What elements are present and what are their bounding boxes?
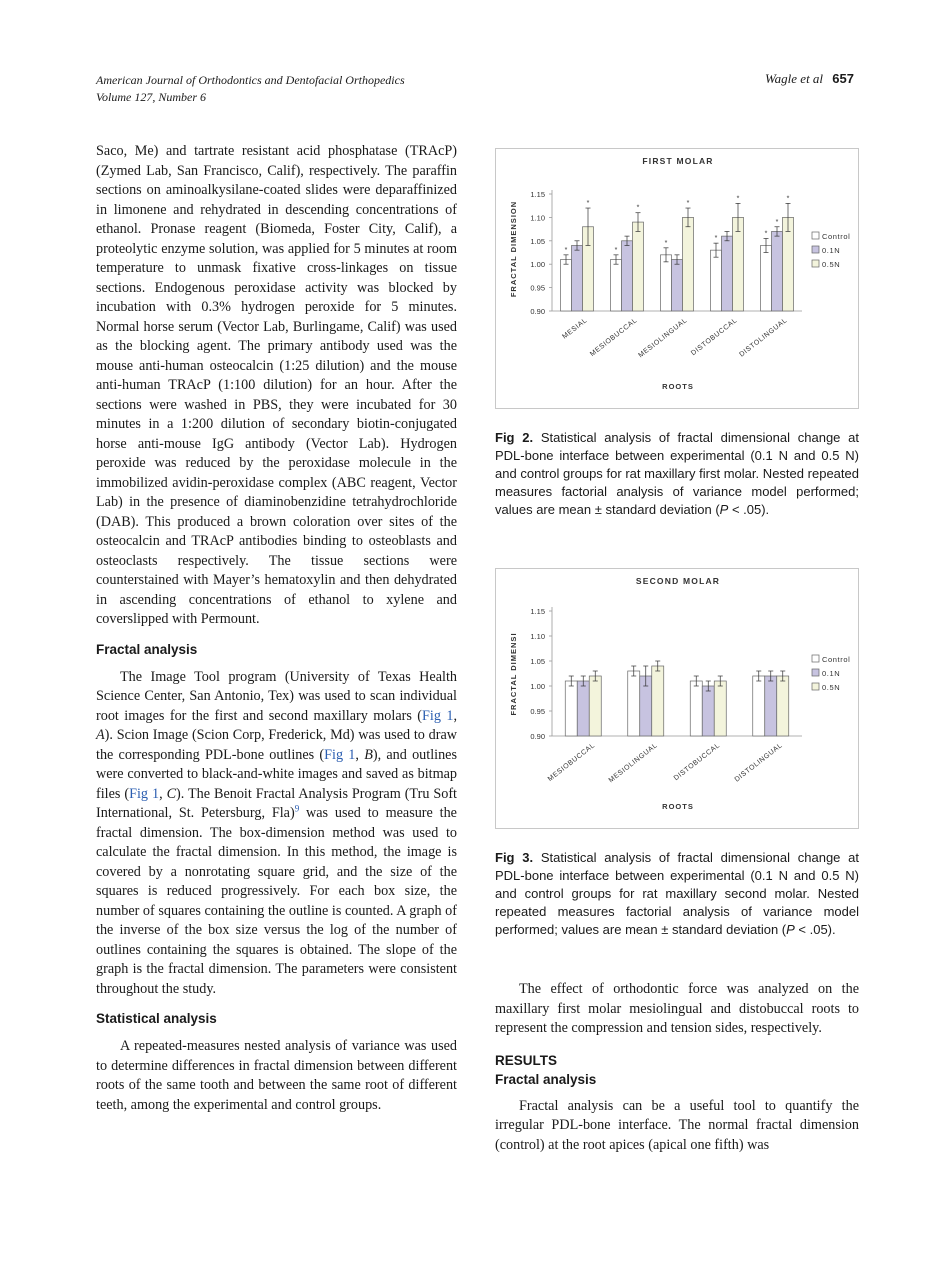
heading-fractal-analysis: Fractal analysis <box>96 641 198 657</box>
bar <box>761 245 772 311</box>
legend-label: 0.1N <box>822 669 841 678</box>
text-run: , <box>159 785 167 802</box>
methods-paragraph: Saco, Me) and tartrate resistant acid phosphatase (TRAcP) (Zymed Lab, San Francisco, Calif), respectively. The paraffin sections on aminoalkysilane-coated slides were deparaffinized in limonene and rehydrated in descending concentrations of ethanol. Pronase reagent (Biomeda, Foster City, Calif), a proteolytic enzyme solution, was applied for 5 minutes at room temperature to unmask fixative cross-linkages on tissue sections. Endogenous peroxidase activity was blocked by incubation with 0.3% hydrogen peroxide for 5 minutes. Normal horse serum (Vector Lab, Burlingame, Calif) was used as the blocking agent. The primary antibody used was the mouse anti-human osteocalcin (1:25 dilution) and the mouse anti-human TRAcP (1:100 dilution) for an hour. After the sections were washed in PBS, they were incubated for 30 minutes in a 1:200 dilution of secondary biotin-conjugated horse anti-mouse IgG antibody (Vector Lab). Hydrogen peroxide was reduced by the peroxidase molecule in the immobilized avidin-peroxidase complex (ABC reagent, Vector Lab) in the presence of diaminobenzidine tetrahydrochloride (DAB). This produced a brown coloration over sites of the osteocalcin and TRAcP antibodies binding to osteoblasts and osteoclasts respectively. The tissue sections were counterstained with Mayer’s hematoxylin and then dehydrated in ascending concentrations of ethanol to xylene and coverslipped with Permount. <box>96 143 457 627</box>
x-tick-label: MESIAL <box>561 317 589 341</box>
left-column <box>96 142 457 1115</box>
second-molar-chart <box>496 569 858 823</box>
bar <box>577 681 589 736</box>
legend-swatch <box>812 246 819 253</box>
journal-title: American Journal of Orthodontics and Dentofacial Orthopedics <box>96 73 405 87</box>
text-run: ). The Benoit Fractal Analysis Program (Tru Soft International, St. Petersburg, Fla) <box>96 785 458 821</box>
caption-p: P <box>719 502 729 517</box>
bar <box>772 231 783 311</box>
text-run: The Image Tool program (University of Texas Health Science Center, San Antonio, Tex) was used to scan individual root images for the first and second maxillary molars ( <box>96 668 457 724</box>
legend-label: Control <box>822 232 851 241</box>
figure-3 <box>495 568 859 939</box>
legend-label: 0.5N <box>822 683 841 692</box>
y-tick-label: 1.05 <box>530 236 545 246</box>
statistics-paragraph: A repeated-measures nested analysis of variance was used to determine differences in fractal dimension between different roots of the same tooth and between the same root of different teeth, among the experimental and control groups. <box>96 1038 457 1113</box>
bar <box>711 250 722 311</box>
legend-swatch <box>812 655 819 662</box>
legend-swatch <box>812 683 819 690</box>
y-tick-label: 0.95 <box>530 283 545 293</box>
bar <box>633 222 644 311</box>
legend-swatch <box>812 669 819 676</box>
figure-3-label: Fig 3. <box>495 850 534 865</box>
text-run: ). Scion Image (Scion Corp, Frederick, Md) was used to draw the corresponding PDL-bone outlines ( <box>96 727 457 763</box>
y-axis-label: FRACTAL DIMENSI <box>509 632 518 716</box>
page-header-right <box>765 71 854 87</box>
bar <box>753 676 765 736</box>
text-run: , <box>355 746 365 763</box>
running-header <box>96 72 405 106</box>
caption-p: P <box>786 922 795 937</box>
heading-results-fractal: Fractal analysis <box>495 1071 597 1087</box>
force-paragraph: The effect of orthodontic force was analyzed on the maxillary first molar mesiolingual and distobuccal roots to represent the compression and tension sides, respectively. <box>495 981 859 1036</box>
x-tick-label: MESIOLINGUAL <box>637 317 689 360</box>
heading-statistical-analysis: Statistical analysis <box>96 1011 217 1026</box>
bar <box>589 676 601 736</box>
significance-star: * <box>714 235 718 243</box>
legend-label: 0.1N <box>822 246 841 255</box>
first-molar-chart <box>496 149 858 403</box>
x-axis-label: ROOTS <box>662 802 694 811</box>
caption-text: Statistical analysis of fractal dimensional change at PDL-bone interface between experimental (0.1 N and 0.5 N) and control groups for rat maxillary first molar. Nested repeated measures factorial analysis of variance model performed; values are mean ± standard deviation ( <box>495 430 859 517</box>
figure-3-caption <box>495 849 859 939</box>
results-paragraph: Fractal analysis can be a useful tool to quantify the irregular PDL-bone interface. The normal fractal dimension (control) at the root apices (apical one fifth) was <box>495 1097 859 1153</box>
bar <box>561 260 572 311</box>
significance-star: * <box>736 195 740 203</box>
bar <box>672 260 683 311</box>
y-tick-label: 1.00 <box>530 260 545 270</box>
x-tick-label: DISTOBUCCAL <box>672 742 722 783</box>
caption-text: < .05). <box>794 922 836 937</box>
x-tick-label: DISTOLINGUAL <box>738 317 789 359</box>
fig1-link[interactable]: Fig 1 <box>324 746 356 763</box>
bar <box>765 676 777 736</box>
figure-2-label: Fig 2. <box>495 430 534 445</box>
significance-star: * <box>764 230 768 238</box>
right-column-text <box>495 980 859 1155</box>
significance-star: * <box>786 195 790 203</box>
significance-star: * <box>664 239 668 247</box>
page-number: 657 <box>832 71 854 86</box>
x-axis-label: ROOTS <box>662 382 694 391</box>
heading-results: RESULTS <box>495 1052 558 1068</box>
legend-swatch <box>812 260 819 267</box>
significance-star: * <box>775 218 779 226</box>
y-tick-label: 1.00 <box>530 682 545 691</box>
figure-3-chart-frame <box>495 568 859 829</box>
figure-2-chart-frame <box>495 148 859 409</box>
fig1-link[interactable]: Fig 1 <box>422 707 454 724</box>
x-tick-label: MESIOLINGUAL <box>607 742 659 785</box>
significance-star: * <box>614 246 618 254</box>
fractal-paragraph <box>96 668 457 1000</box>
bar <box>777 676 789 736</box>
legend-label: 0.5N <box>822 260 841 269</box>
bar <box>722 236 733 311</box>
bar <box>565 681 577 736</box>
legend-label: Control <box>822 655 851 664</box>
chart-title: SECOND MOLAR <box>635 576 721 586</box>
y-tick-label: 0.90 <box>530 732 545 741</box>
y-axis-label: FRACTAL DIMENSION <box>509 200 518 298</box>
reference-9-link[interactable]: 9 <box>294 803 300 814</box>
y-tick-label: 1.05 <box>530 657 545 666</box>
text-run: C <box>166 785 177 802</box>
y-tick-label: 0.90 <box>530 307 545 316</box>
caption-text: Statistical analysis of fractal dimensional change at PDL-bone interface between experimental (0.1 N and 0.5 N) and control groups for rat maxillary second molar. Nested repeated measures factorial analysis of variance model performed; values are mean ± standard deviation ( <box>495 850 859 937</box>
text-run: ), and outlines were converted to black-and-white images and saved as bitmap files ( <box>96 746 457 802</box>
y-tick-label: 0.95 <box>530 707 545 716</box>
text-run: , <box>453 707 457 724</box>
bar <box>690 681 702 736</box>
x-tick-label: MESIOBUCCAL <box>589 317 639 359</box>
x-tick-label: DISTOBUCCAL <box>690 317 739 358</box>
chart-title: FIRST MOLAR <box>642 156 714 166</box>
bar <box>661 255 672 311</box>
y-tick-label: 1.10 <box>530 213 545 223</box>
x-tick-label: MESIOBUCCAL <box>546 742 597 784</box>
bar <box>683 217 694 311</box>
legend-swatch <box>812 232 819 239</box>
y-tick-label: 1.15 <box>530 190 545 199</box>
significance-star: * <box>636 204 640 212</box>
running-authors: Wagle et al <box>765 71 824 86</box>
bar <box>652 666 664 736</box>
y-tick-label: 1.10 <box>530 632 545 641</box>
text-run: B <box>364 746 373 763</box>
bar <box>702 686 714 736</box>
caption-text: < .05). <box>728 502 770 517</box>
x-tick-label: DISTOLINGUAL <box>733 742 784 784</box>
bar <box>611 260 622 311</box>
bar <box>628 671 640 736</box>
journal-volume: Volume 127, Number 6 <box>96 90 206 104</box>
text-run: A <box>96 727 105 743</box>
bar <box>572 245 583 311</box>
y-tick-label: 1.15 <box>530 607 545 616</box>
significance-star: * <box>564 246 568 254</box>
significance-star: * <box>686 200 690 208</box>
text-run: was used to measure the fractal dimension. The box-dimension method was used to calculate the fractal dimension. In this method, the image is covered by a nonrotating square grid, and the size of the squares is reduced progressively. For each box size, the number of squares containing the outline is counted. A graph of the inverse of the box size versus the log of the number of outlines containing the squares is obtained. The slope of the graph is the fractal dimension. The parameters were consistent throughout the study. <box>96 805 457 997</box>
figure-2-caption <box>495 429 859 519</box>
bar <box>622 241 633 311</box>
figure-2 <box>495 148 859 519</box>
fig1-link[interactable]: Fig 1 <box>129 785 160 802</box>
bar <box>714 681 726 736</box>
significance-star: * <box>586 200 590 208</box>
